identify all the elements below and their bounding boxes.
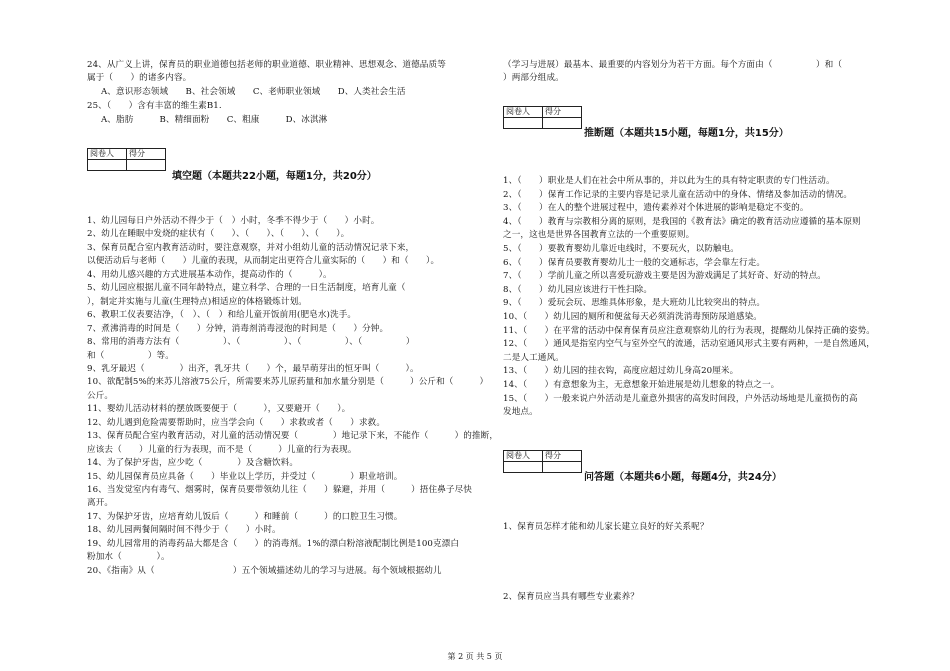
- fill-question-line: 12、幼儿遇到危险需要帮助时，应当学会向（ ）求救或者（ ）求救。: [87, 417, 386, 428]
- qa-question-2: 2、保育员应当具有哪些专业素养？: [503, 592, 639, 602]
- qa-section-title: 问答题（本题共6小题，每题4分，共24分）: [584, 472, 782, 483]
- fill-question-line: 5、幼儿园应根据儿童不同年龄特点，建立科学、合理的一日生活制度，培育儿童（: [87, 283, 423, 294]
- score-box-qa: [503, 450, 582, 473]
- score-box-judge: [503, 106, 582, 129]
- fill-question-line: 13、保育员配合室内教育活动，对儿童的活动情况要（ ）地记录下来，不能作（ ）的推断，: [87, 431, 499, 442]
- q24-line-1: 24、从广义上讲，保育员的职业道德包括老师的职业道德、职业精神、思想观念、道德品质等: [87, 60, 446, 70]
- fill-question-line: 1、幼儿园每日户外活动不得少于（ ）小时，冬季不得少于（ ）小时。: [87, 216, 380, 226]
- fill-question-line: 7、煮沸消毒的时间是（ ）分钟，消毒剂消毒浸泡的时间是（ ）分钟。: [87, 323, 389, 334]
- score-label: 得分: [543, 107, 582, 118]
- fill-question-line: 10、欲配制5%的来苏儿溶液75公斤，所需要来苏儿原药量和加水量分别是（ ）公斤和（ ）: [87, 377, 489, 388]
- fill-question-line: 以便活动后与老师（ ）儿童的表现，从而制定出更符合儿童实际的（ ）和（ ）。: [87, 256, 440, 267]
- judge-question-line: 10、（ ）幼儿园的厕所和便盆每天必须消洗消毒预防尿道感染。: [503, 312, 762, 322]
- fill-question-line: 粉加水（ ）。: [87, 552, 170, 563]
- fill-question-line: 11、婴幼儿活动材料的摆放既要便于（ ），又要避开（ ）。: [87, 404, 351, 415]
- judge-question-line: 13、（ ）幼儿园的挂衣钩，高度应超过幼儿身高20厘米。: [503, 366, 739, 377]
- score-cell[interactable]: [543, 462, 582, 473]
- q20-continued-2: ）两部分组成。: [503, 73, 564, 83]
- fill-question-line: 8、常用的消毒方法有（ ）、（ ）、（ ）、（ ）: [87, 337, 415, 348]
- judge-question-line: 15、（ ）一般来说户外活动是儿童意外损害的高发时间段，户外活动场地是儿童损伤的高: [503, 393, 858, 404]
- judge-question-line: 3、（ ）在人的整个进展过程中，遗传素养对个体进展的影响是稳定不变的。: [503, 203, 809, 214]
- judge-question-line: 11、（ ）在平常的活动中保育保育员应注意观察幼儿的行为表现，提醒幼儿保持正确的姿势。: [503, 325, 875, 336]
- fill-question-line: 3、保育员配合室内教育活动时，要注意观察，并对小组幼儿童的活动情况记录下来，: [87, 242, 415, 253]
- fill-question-line: 公斤。: [87, 390, 114, 401]
- score-cell[interactable]: [127, 160, 166, 171]
- judge-question-line: 2、（ ）保育工作记录的主要内容是记录儿童在活动中的身体、情绪及参加活动的情况。: [503, 189, 853, 200]
- fill-question-line: 离开。: [87, 498, 114, 509]
- grader-cell[interactable]: [504, 462, 543, 473]
- page-footer: 第 2 页 共 5 页: [447, 652, 503, 661]
- judge-question-line: 之一，这也是世界各国教育立法的一个重要原则。: [503, 230, 695, 241]
- grader-label: 阅卷人: [88, 149, 127, 160]
- grader-label: 阅卷人: [504, 451, 543, 462]
- judge-question-line: 14、（ ）有意想象为主，无意想象开始进展是幼儿想象的特点之一。: [503, 380, 780, 390]
- fill-question-line: 2、幼儿在睡眠中发烧的症状有（ ）、（ ）、（ ）、（ ）。: [87, 229, 350, 240]
- grader-cell[interactable]: [88, 160, 127, 171]
- judge-question-line: 5、（ ）要教育婴幼儿靠近电线时，不要玩火，以防触电。: [503, 244, 739, 254]
- fill-question-line: 15、幼儿园保育员应具备（ ）毕业以上学历，并受过（ ）职业培训。: [87, 471, 403, 482]
- judge-question-line: 4、（ ）教育与宗教相分离的原则，是我国的《教育法》确定的教育活动应遵循的基本原则: [503, 216, 861, 227]
- q24-options: A、意识形态领域 B、社会领域 C、老师职业领域 D、人类社会生活: [101, 87, 406, 97]
- judge-question-line: 12、（ ）通风是指室内空气与室外空气的流通，活动室通风形式主要有两种，一是自然通风，: [503, 339, 875, 350]
- grader-label: 阅卷人: [504, 107, 543, 118]
- fill-section-title: 填空题（本题共22小题，每题1分，共20分）: [172, 171, 377, 182]
- fill-question-line: 和（ ）等。: [87, 350, 174, 361]
- fill-question-line: 14、为了保护牙齿，应少吃（ ）及含糖饮料。: [87, 458, 299, 469]
- qa-question-1: 1、保育员怎样才能和幼儿家长建立良好的好关系呢？: [503, 522, 709, 532]
- fill-question-line: 9、乳牙最迟（ ）出齐，乳牙共（ ）个，最早萌芽出的恒牙叫（ ）。: [87, 363, 419, 374]
- fill-question-line: 16、当发觉室内有毒气、烟雾时，保育员要带领幼儿往（ ）躲避，并用（ ）捂住鼻子尽快: [87, 485, 472, 495]
- fill-question-line: 17、为保护牙齿，应培育幼儿饭后（ ）和睡前（ ）的口腔卫生习惯。: [87, 511, 403, 522]
- judge-question-line: 二是人工通风。: [503, 352, 564, 363]
- judge-section-title: 推断题（本题共15小题，每题1分，共15分）: [584, 128, 789, 139]
- judge-question-line: 9、（ ）爱玩会玩、思维具体形象，是大班幼儿比较突出的特点。: [503, 298, 766, 309]
- q25-options: A、脂肪 B、精细面粉 C、粗康 D、冰淇淋: [101, 115, 328, 125]
- q25-line: 25、（ ）含有丰富的维生素B1.: [87, 101, 222, 111]
- score-label: 得分: [543, 451, 582, 462]
- q20-continued-1: （学习与进展）最基本、最重要的内容划分为若干方面。每个方面由（ ）和（: [503, 60, 843, 70]
- grader-cell[interactable]: [504, 118, 543, 129]
- fill-question-line: 20、《指南》从（ ）五个领域描述幼儿的学习与进展。每个领域根据幼儿: [87, 565, 442, 576]
- judge-question-line: 7、（ ）学前儿童之所以喜爱玩游戏主要是因为游戏满足了其好奇、好动的特点。: [503, 271, 826, 282]
- judge-question-line: 6、（ ）保育员要教育婴幼儿士一般的交通标志，学会靠左行走。: [503, 257, 766, 268]
- score-cell[interactable]: [543, 118, 582, 129]
- fill-question-line: ），制定并实施与儿童(生理特点)相适应的体格锻炼计划。: [87, 296, 307, 307]
- judge-question-line: 发地点。: [503, 407, 538, 418]
- fill-question-line: 18、幼儿园两餐间隔时间不得少于（ ）小时。: [87, 525, 281, 536]
- score-box-fill: [87, 148, 166, 171]
- judge-question-line: 1、（ ）职业是人们在社会中所从事的，并以此为生的具有特定职责的专门性活动。: [503, 176, 835, 186]
- q24-line-2: 属于（ ）的诸多内容。: [87, 73, 192, 83]
- fill-question-line: 4、用幼儿感兴趣的方式进展基本动作，提高动作的（ ）。: [87, 269, 332, 280]
- fill-question-line: 19、幼儿园常用的消毒药品大都是含（ ）的消毒剂。1%的漂白粉溶液配制比例是100克漂白: [87, 538, 460, 549]
- fill-question-line: 6、教职工仪表要洁净，（ ）、（ ）和给儿童开饭前用(肥皂水)洗手。: [87, 310, 357, 321]
- fill-question-line: 应该去（ ）儿童的行为表现，而不是（ ）儿童的行为表现。: [87, 444, 357, 455]
- judge-question-line: 8、（ ）幼儿园应该进行干性扫除。: [503, 284, 653, 295]
- score-label: 得分: [127, 149, 166, 160]
